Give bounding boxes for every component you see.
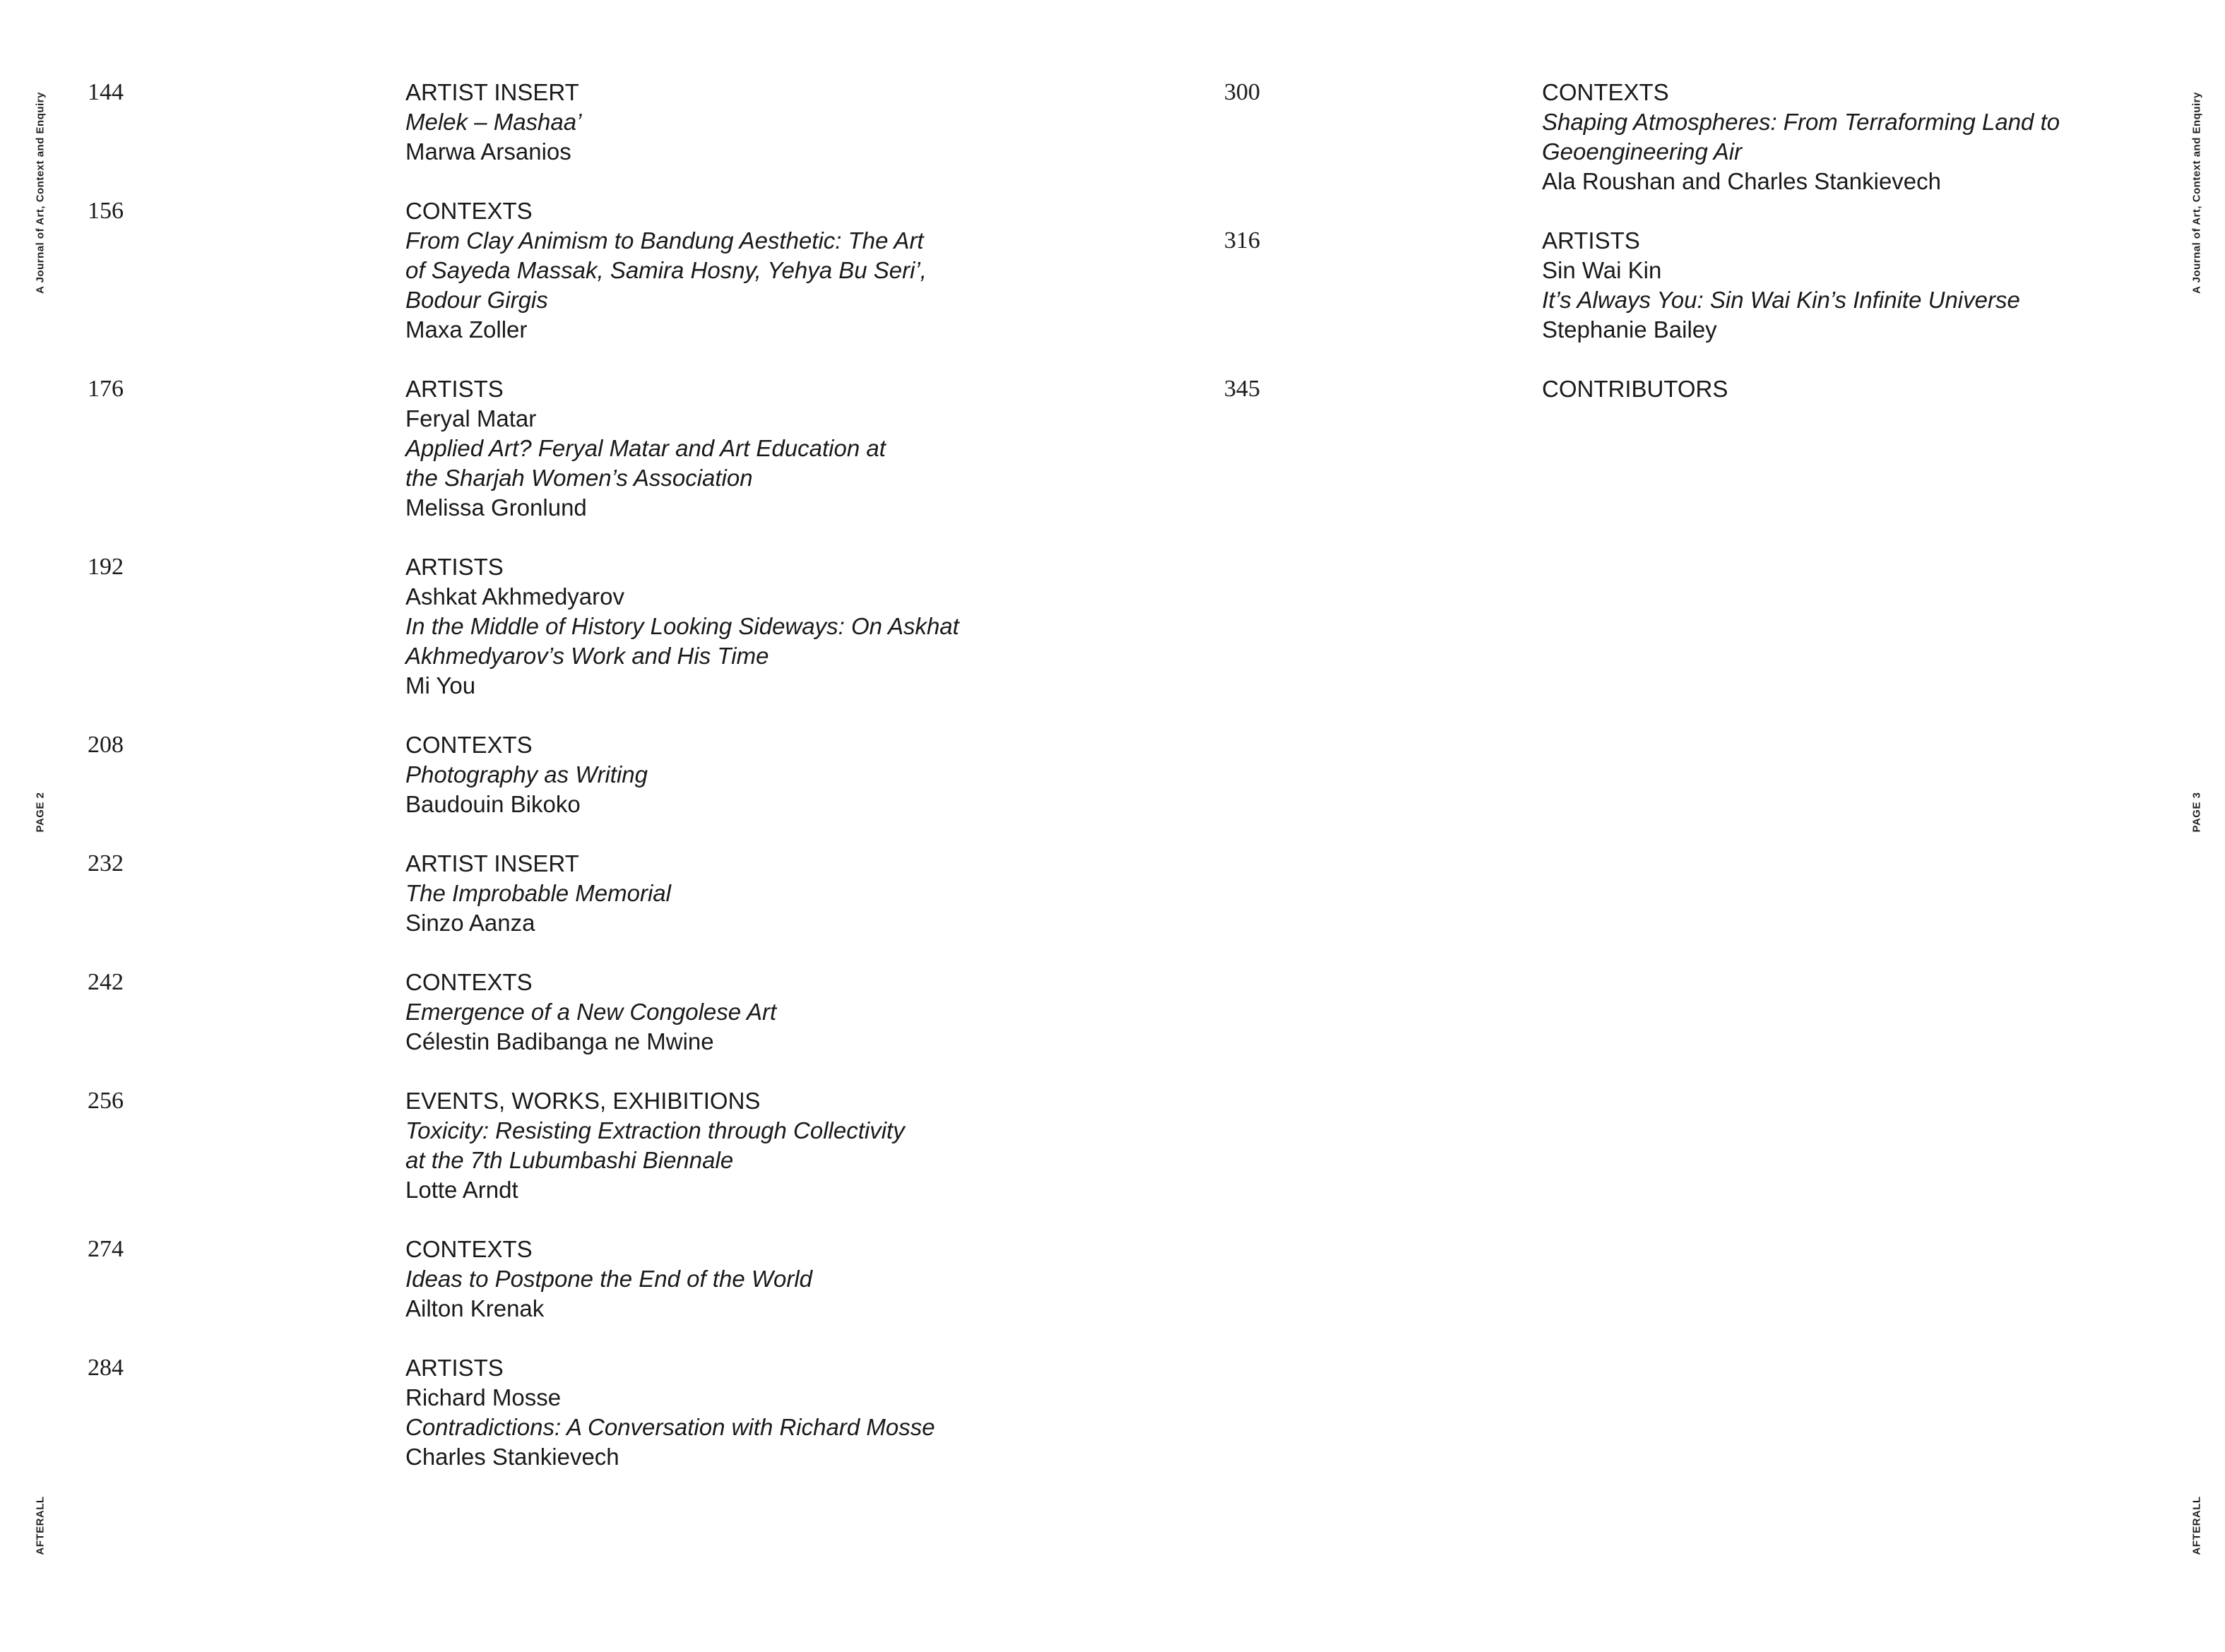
toc-entry (1224, 78, 2142, 196)
brand-left: AFTERALL (34, 1496, 47, 1555)
toc-artist: Richard Mosse (405, 1384, 562, 1410)
toc-entry-body (405, 968, 1006, 1057)
toc-section: ARTISTS (405, 554, 504, 580)
toc-author: Charles Stankievech (405, 1444, 619, 1470)
toc-entry-body (405, 730, 1006, 819)
toc-author: Maxa Zoller (405, 316, 528, 343)
toc-author: Melissa Gronlund (405, 494, 587, 521)
toc-page-number: 144 (88, 79, 124, 105)
toc-title-line: From Clay Animism to Bandung Aesthetic: The Art (405, 227, 924, 254)
toc-title-line: Akhmedyarov’s Work and His Time (405, 643, 769, 669)
toc-entry-body (405, 78, 1006, 167)
toc-entry-body (1542, 374, 2142, 404)
toc-title-line: Applied Art? Feryal Matar and Art Education at (405, 435, 886, 461)
toc-entry-body (1542, 226, 2142, 345)
toc-entry (88, 968, 1006, 1057)
toc-entry-body (1542, 78, 2142, 196)
toc-entry (1224, 226, 2142, 345)
toc-section: CONTRIBUTORS (1542, 376, 1728, 402)
toc-entry (88, 196, 1006, 345)
toc-artist: Sin Wai Kin (1542, 257, 1662, 283)
toc-page-number: 208 (88, 732, 124, 758)
toc-artist: Ashkat Akhmedyarov (405, 583, 624, 610)
toc-right-column (1224, 78, 2142, 434)
toc-entry (88, 849, 1006, 938)
toc-page-number: 232 (88, 850, 124, 876)
toc-title-line: Emergence of a New Congolese Art (405, 999, 777, 1025)
toc-entry (88, 1353, 1006, 1472)
toc-page-number: 284 (88, 1355, 124, 1381)
toc-title-line: Shaping Atmospheres: From Terraforming Land to (1542, 109, 2060, 135)
toc-page-number: 345 (1224, 376, 1260, 402)
toc-entry (88, 1235, 1006, 1324)
toc-entry (88, 1086, 1006, 1205)
toc-title-line: Contradictions: A Conversation with Richard Mosse (405, 1414, 935, 1440)
toc-section: CONTEXTS (405, 198, 533, 224)
toc-section: ARTIST INSERT (405, 79, 579, 105)
toc-title-line: In the Middle of History Looking Sideways: On Askhat (405, 613, 959, 639)
toc-page-number: 192 (88, 554, 124, 580)
toc-entry (88, 552, 1006, 701)
toc-author: Stephanie Bailey (1542, 316, 1717, 343)
toc-entry (1224, 374, 2142, 404)
toc-title-line: The Improbable Memorial (405, 880, 671, 906)
toc-entry (88, 730, 1006, 819)
toc-author: Mi You (405, 672, 476, 699)
toc-page-number: 242 (88, 969, 124, 995)
toc-title-line: Melek – Mashaa’ (405, 109, 582, 135)
toc-page-number: 256 (88, 1088, 124, 1114)
toc-left-column (88, 78, 1006, 1502)
toc-title-line: Bodour Girgis (405, 287, 548, 313)
toc-section: ARTISTS (405, 1355, 504, 1381)
toc-title-line: It’s Always You: Sin Wai Kin’s Infinite Universe (1542, 287, 2020, 313)
toc-entry-body (405, 849, 1006, 938)
toc-title-line: of Sayeda Massak, Samira Hosny, Yehya Bu Seri’, (405, 257, 927, 283)
toc-title-line: the Sharjah Women’s Association (405, 465, 753, 491)
toc-section: CONTEXTS (405, 1236, 533, 1262)
toc-section: ARTIST INSERT (405, 850, 579, 876)
toc-page-number: 274 (88, 1236, 124, 1262)
toc-page-number: 156 (88, 198, 124, 224)
toc-author: Ailton Krenak (405, 1295, 545, 1321)
toc-section: CONTEXTS (1542, 79, 1669, 105)
journal-tagline-left: A Journal of Art, Context and Enquiry (34, 92, 47, 294)
toc-author: Célestin Badibanga ne Mwine (405, 1028, 714, 1054)
toc-entry (88, 78, 1006, 167)
journal-tagline-right: A Journal of Art, Context and Enquiry (2190, 92, 2203, 294)
toc-author: Marwa Arsanios (405, 138, 571, 165)
toc-title-line: Ideas to Postpone the End of the World (405, 1266, 813, 1292)
toc-title-line: Toxicity: Resisting Extraction through Collectivity (405, 1117, 905, 1143)
toc-entry-body (405, 1235, 1006, 1324)
brand-right: AFTERALL (2190, 1496, 2203, 1555)
toc-entry-body (405, 1353, 1006, 1472)
toc-title-line: Photography as Writing (405, 761, 648, 788)
page-number-right: PAGE 3 (2190, 792, 2203, 833)
toc-section: EVENTS, WORKS, EXHIBITIONS (405, 1088, 761, 1114)
toc-author: Lotte Arndt (405, 1177, 518, 1203)
toc-author: Sinzo Aanza (405, 910, 535, 936)
toc-section: CONTEXTS (405, 732, 533, 758)
toc-author: Ala Roushan and Charles Stankievech (1542, 168, 1942, 194)
page-number-left: PAGE 2 (34, 792, 47, 833)
toc-entry-body (405, 552, 1006, 701)
toc-section: ARTISTS (405, 376, 504, 402)
toc-section: ARTISTS (1542, 227, 1640, 254)
toc-artist: Feryal Matar (405, 405, 537, 432)
toc-section: CONTEXTS (405, 969, 533, 995)
toc-title-line: Geoengineering Air (1542, 138, 1743, 165)
toc-entry-body (405, 374, 1006, 523)
toc-page-number: 300 (1224, 79, 1260, 105)
toc-entry (88, 374, 1006, 523)
toc-title-line: at the 7th Lubumbashi Biennale (405, 1147, 734, 1173)
toc-author: Baudouin Bikoko (405, 791, 581, 817)
toc-entry-body (405, 196, 1006, 345)
toc-page-number: 316 (1224, 227, 1260, 254)
toc-entry-body (405, 1086, 1006, 1205)
toc-page-number: 176 (88, 376, 124, 402)
